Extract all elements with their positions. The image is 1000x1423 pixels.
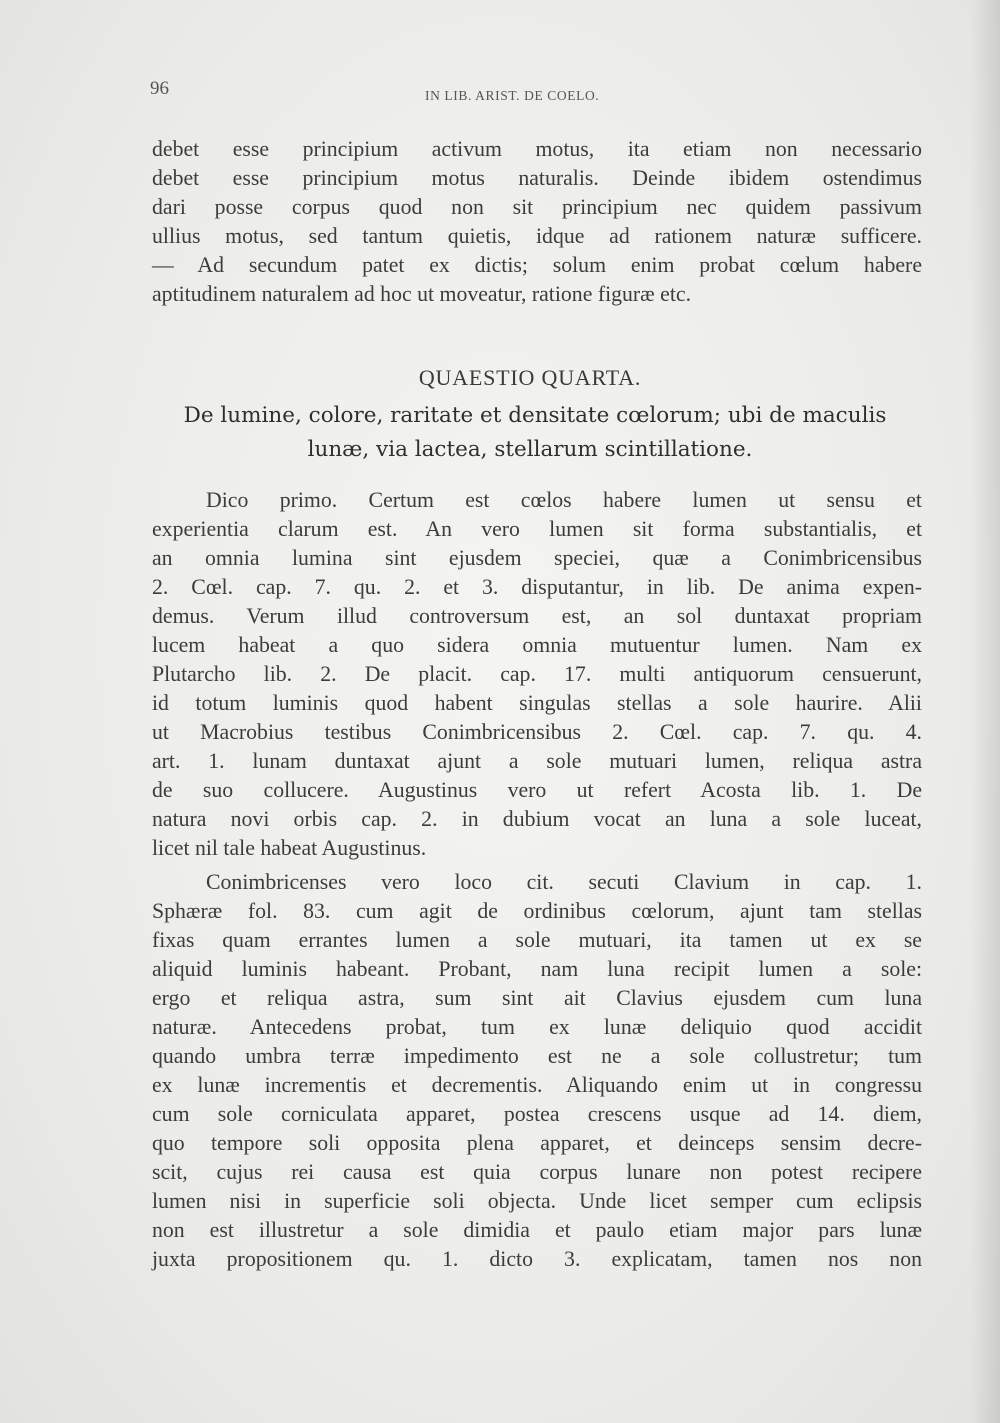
text-line: ut Macrobius testibus Conimbricensibus 2. Cœl. cap. 7. qu. 4.	[152, 720, 922, 744]
section-subtitle-line: De lumine, colore, raritate et densitate cœlorum; ubi de maculis	[183, 403, 887, 428]
text-line: fixas quam errantes lumen a sole mutuari, ita tamen ut ex se	[152, 928, 922, 952]
page-number: 96	[150, 78, 169, 99]
text-line: debet esse principium motus naturalis. Deinde ibidem ostendimus	[152, 166, 922, 190]
text-line: cum sole corniculata apparet, postea crescens usque ad 14. diem,	[152, 1102, 922, 1126]
text-line: Conimbricenses vero loco cit. secuti Clavium in cap. 1.	[206, 870, 922, 894]
text-line: quo tempore soli opposita plena apparet, et deinceps sensim decre-	[152, 1131, 922, 1155]
text-line: debet esse principium activum motus, ita etiam non necessario	[152, 137, 922, 161]
text-line: quando umbra terræ impedimento est ne a sole collustretur; tum	[152, 1044, 922, 1068]
text-line: 2. Cœl. cap. 7. qu. 2. et 3. disputantur, in lib. De anima expen-	[152, 575, 922, 599]
text-line: aliquid luminis habeant. Probant, nam luna recipit lumen a sole:	[152, 957, 922, 981]
text-line: non est illustretur a sole dimidia et paulo etiam major pars lunæ	[152, 1218, 922, 1242]
text-line: ullius motus, sed tantum quietis, idque ad rationem naturæ sufficere.	[152, 224, 922, 248]
text-line: Sphæræ fol. 83. cum agit de ordinibus cœlorum, ajunt tam stellas	[152, 899, 922, 923]
text-line: lucem habeat a quo sidera omnia mutuentur lumen. Nam ex	[152, 633, 922, 657]
text-line: scit, cujus rei causa est quia corpus lunare non potest recipere	[152, 1160, 922, 1184]
text-line: lumen nisi in superficie soli objecta. Unde licet semper cum eclipsis	[152, 1189, 922, 1213]
text-line: aptitudinem naturalem ad hoc ut moveatur, ratione figuræ etc.	[152, 282, 692, 306]
section-subtitle-line: lunæ, via lactea, stellarum scintillatione.	[307, 437, 753, 462]
text-line: experientia clarum est. An vero lumen sit forma substantialis, et	[152, 517, 922, 541]
text-line: an omnia lumina sint ejusdem speciei, quæ a Conimbricensibus	[152, 546, 922, 570]
section-heading: QUAESTIO QUARTA.	[418, 365, 642, 390]
text-line: Plutarcho lib. 2. De placit. cap. 17. multi antiquorum censuerunt,	[152, 662, 922, 686]
text-line: Dico primo. Certum est cœlos habere lumen ut sensu et	[206, 488, 922, 512]
text-line: id totum luminis quod habent singulas stellas a sole haurire. Alii	[152, 691, 922, 715]
running-head: IN LIB. ARIST. DE COELO.	[425, 88, 600, 103]
page-edge-shadow	[970, 0, 1000, 1423]
text-line: naturæ. Antecedens probat, tum ex lunæ deliquio quod accidit	[152, 1015, 922, 1039]
text-line: natura novi orbis cap. 2. in dubium vocat an luna a sole luceat,	[152, 807, 922, 831]
text-line: ex lunæ incrementis et decrementis. Aliquando enim ut in congressu	[152, 1073, 922, 1097]
text-line: — Ad secundum patet ex dictis; solum enim probat cœlum habere	[152, 253, 922, 277]
text-line: art. 1. lunam duntaxat ajunt a sole mutuari lumen, reliqua astra	[152, 749, 922, 773]
text-line: de suo collucere. Augustinus vero ut refert Acosta lib. 1. De	[152, 778, 922, 802]
text-line: demus. Verum illud controversum est, an sol duntaxat propriam	[152, 604, 922, 628]
text-line: ergo et reliqua astra, sum sint ait Clavius ejusdem cum luna	[152, 986, 922, 1010]
text-line: juxta propositionem qu. 1. dicto 3. explicatam, tamen nos non	[152, 1247, 922, 1271]
text-line: licet nil tale habeat Augustinus.	[152, 836, 427, 860]
text-line: dari posse corpus quod non sit principium nec quidem passivum	[152, 195, 922, 219]
